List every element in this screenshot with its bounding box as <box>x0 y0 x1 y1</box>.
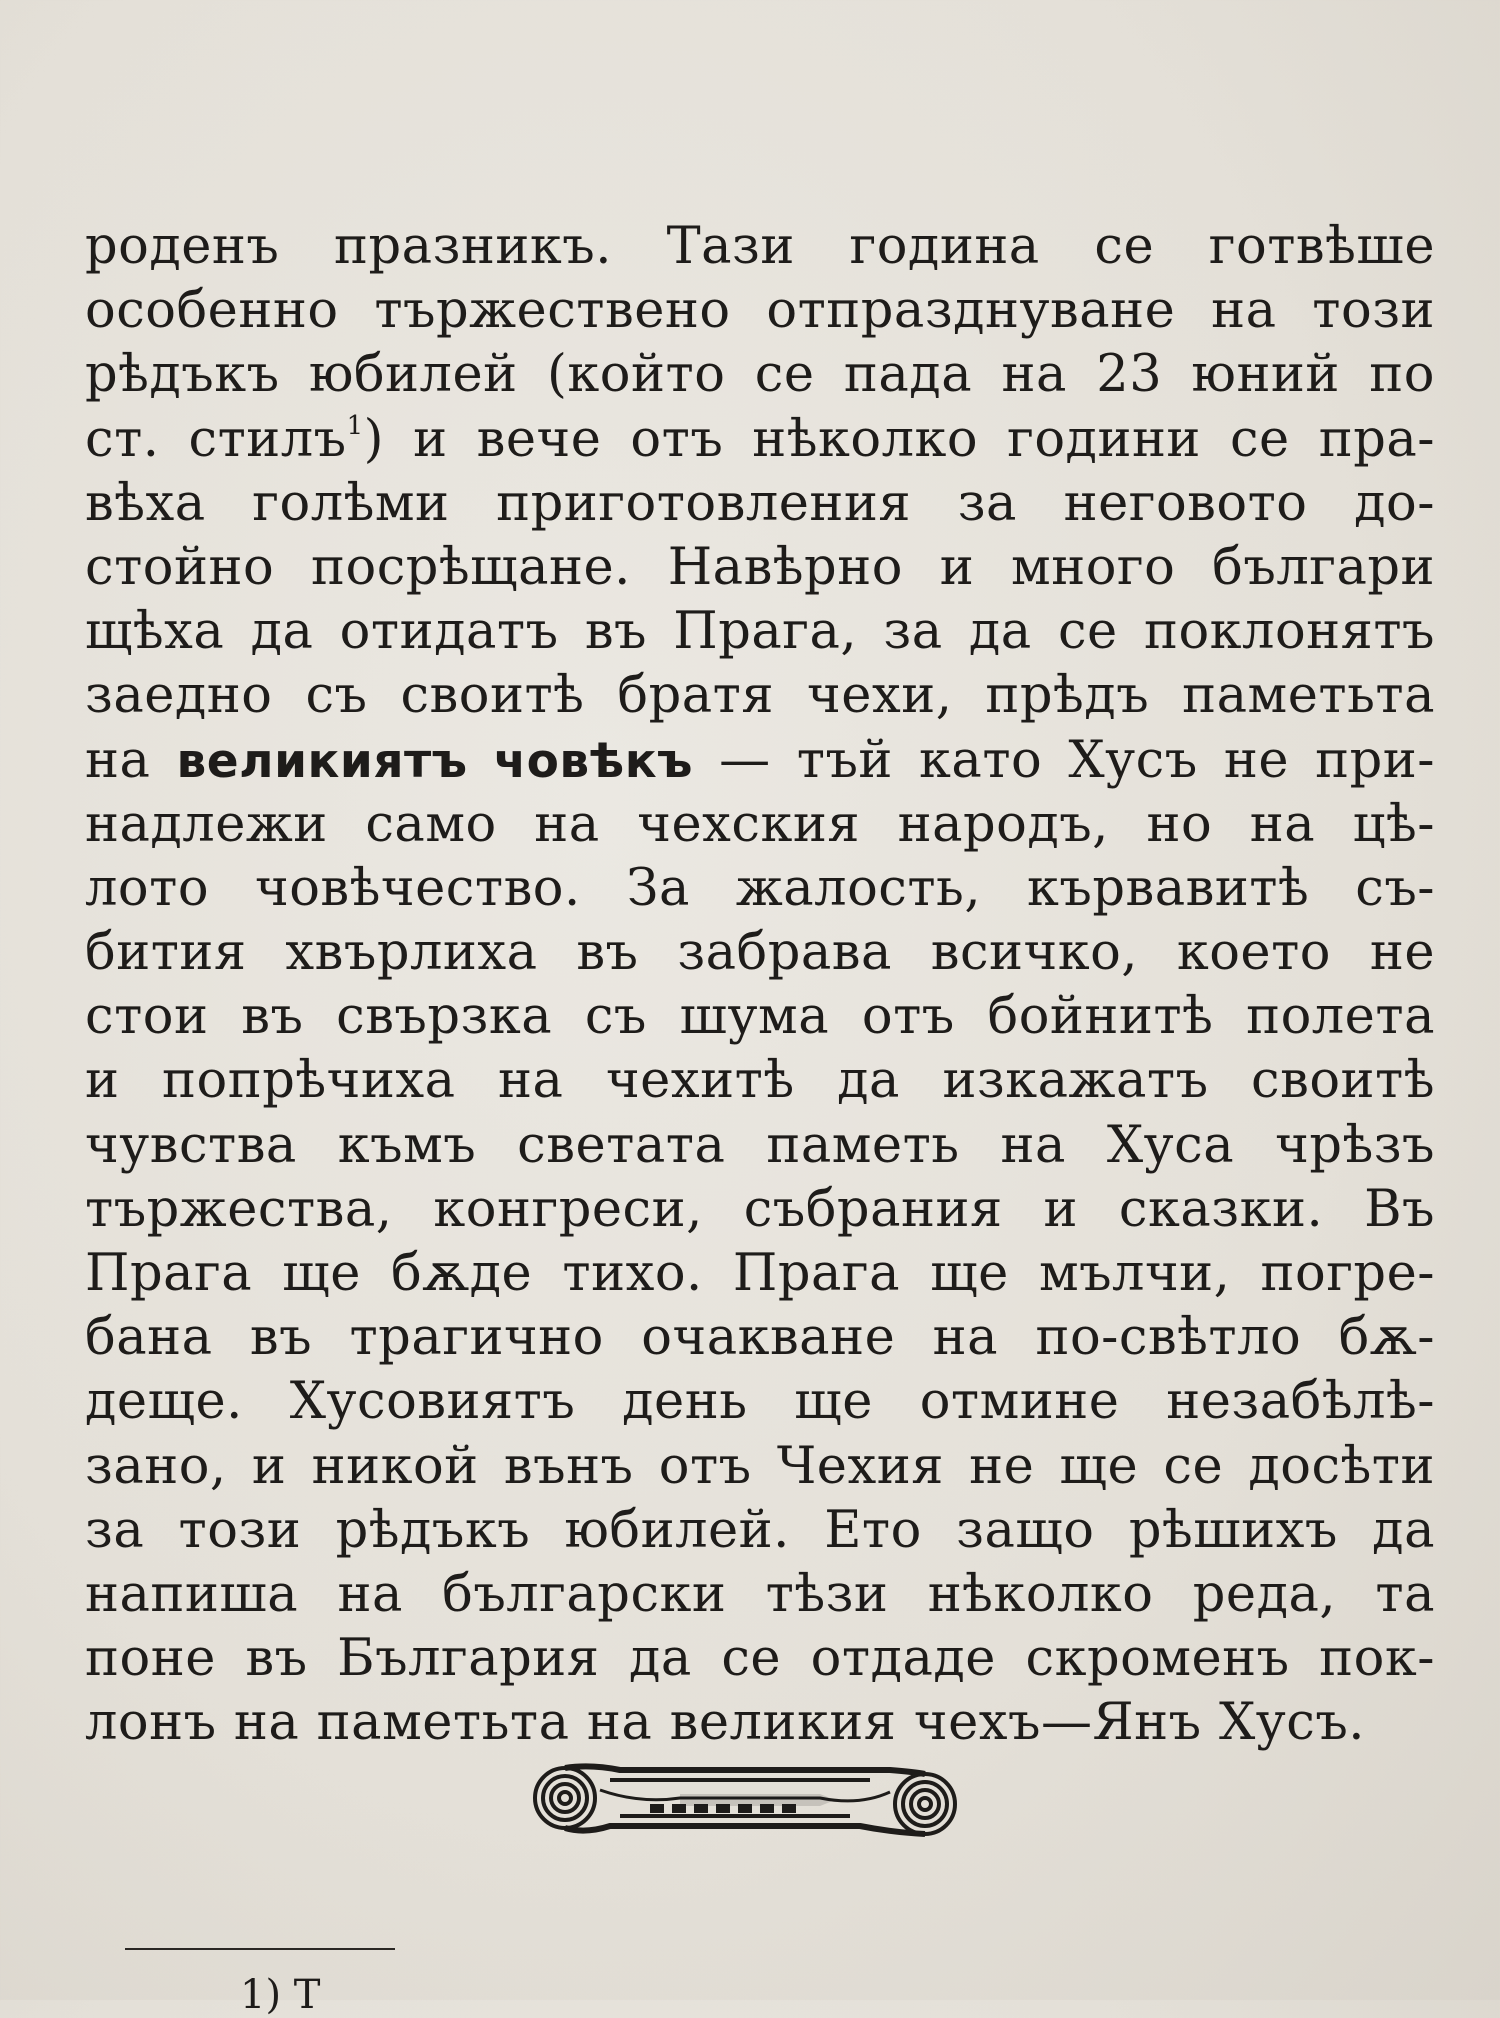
text-line: и попрѣчиха на чехитѣ да изкажатъ своитѣ <box>85 1051 1435 1111</box>
text-line: лонъ на паметьта на великия чехъ—Янъ Хусъ. <box>85 1693 1365 1753</box>
text-fragment: — тъй като Хусъ не при- <box>692 730 1435 790</box>
text-line: напиша на български тѣзи нѣколко реда, та <box>85 1564 1435 1624</box>
text-line: вѣха голѣми приготовления за неговото до- <box>85 473 1435 533</box>
footnote-text: 1) Т <box>240 1972 321 2018</box>
body-text <box>85 215 1435 1756</box>
text-line <box>85 729 1435 793</box>
text-line: рѣдъкъ юбилей (който се пада на 23 юний по <box>85 345 1435 405</box>
text-line: поне въ България да се отдаде скроменъ пок- <box>85 1629 1435 1689</box>
text-line: особенно тържествено отпразднуване на този <box>85 281 1435 341</box>
text-line: стойно посрѣщане. Навѣрно и много българи <box>85 537 1435 597</box>
emphasized-phrase: великиятъ човѣкъ <box>176 733 693 789</box>
text-fragment: ст. стилъ <box>85 409 347 469</box>
text-line: деще. Хусовиятъ день ще отмине незабѣлѣ- <box>85 1372 1435 1432</box>
text-fragment: ) и вече отъ нѣколко години се пра- <box>363 409 1435 469</box>
text-line: бития хвърлиха въ забрава всичко, което не <box>85 923 1435 983</box>
text-fragment: на <box>85 730 151 790</box>
text-line: за този рѣдъкъ юбилей. Ето защо рѣшихъ да <box>85 1500 1435 1560</box>
text-line: заедно съ своитѣ братя чехи, прѣдъ паметьта <box>85 666 1435 726</box>
text-line: лото човѣчество. За жалость, кървавитѣ съ- <box>85 858 1435 918</box>
text-line: стои въ свързка съ шума отъ бойнитѣ полета <box>85 987 1435 1047</box>
text-line: зано, и никой вънъ отъ Чехия не ще се досѣти <box>85 1436 1435 1496</box>
text-line: чувства къмъ светата паметь на Хуса чрѣзъ <box>85 1115 1435 1175</box>
text-line: Прага ще бѫде тихо. Прага ще мълчи, погре- <box>85 1244 1435 1303</box>
footnote-reference: 1 <box>346 410 364 441</box>
text-line <box>85 408 1435 472</box>
text-line: роденъ празникъ. Тази година се готвѣше <box>85 217 1435 276</box>
text-line: бана въ трагично очакване на по-свѣтло бѫ- <box>85 1308 1435 1368</box>
text-line: надлежи само на чехския народъ, но на цѣ- <box>85 794 1435 854</box>
text-line: тържества, конгреси, събрания и сказки. Въ <box>85 1179 1435 1239</box>
text-line: щѣха да отидатъ въ Прага, за да се поклонятъ <box>85 602 1435 662</box>
scroll-ornament-icon <box>530 1760 960 1840</box>
footnote-rule <box>125 1948 395 1950</box>
